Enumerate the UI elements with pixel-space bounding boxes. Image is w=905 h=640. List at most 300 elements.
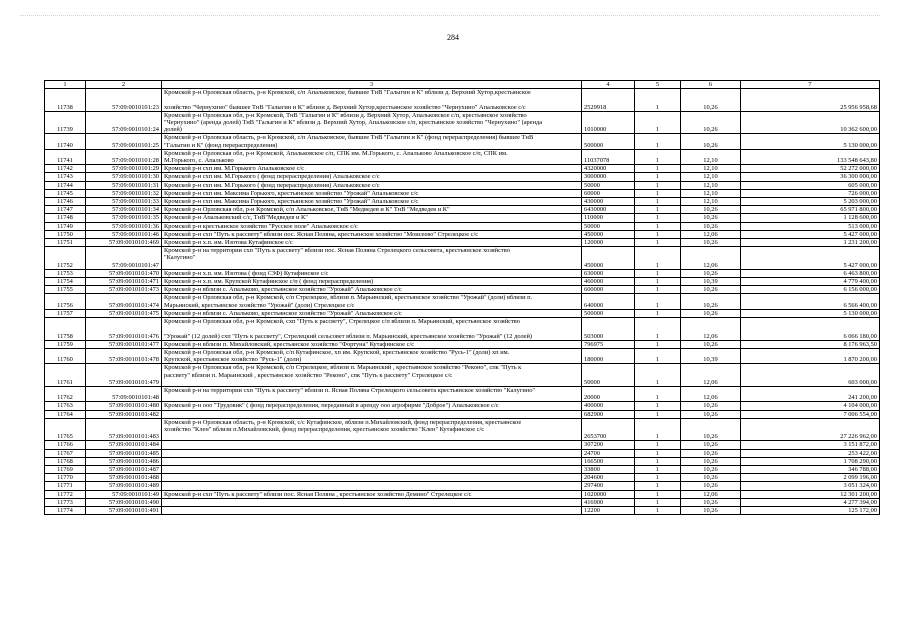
row-number-cell: 11740 bbox=[45, 134, 86, 149]
price-cell: 10,26 bbox=[681, 457, 741, 465]
price-cell: 10,26 bbox=[681, 418, 741, 441]
table-row bbox=[45, 318, 880, 341]
description-cell bbox=[162, 111, 582, 134]
cadastral-number-cell: 57:09:0010101:46 bbox=[86, 230, 162, 238]
sum-cell: 241 200,00 bbox=[741, 386, 880, 401]
sum-cell: 6 066 180,00 bbox=[741, 318, 880, 341]
header-cell: 6 bbox=[681, 81, 741, 89]
description-line: Кромской р-н схп им. М.Горького ( фонд перераспределения) Апальковское с/с bbox=[164, 181, 380, 189]
row-number-cell: 11755 bbox=[45, 286, 86, 294]
area-cell: 11037078 bbox=[582, 149, 635, 164]
sum-cell: 3 151 872,00 bbox=[741, 441, 880, 449]
row-number-cell: 11744 bbox=[45, 181, 86, 189]
count-cell: 1 bbox=[635, 149, 681, 164]
price-cell: 12,06 bbox=[681, 318, 741, 341]
description-cell bbox=[162, 165, 582, 173]
price-cell: 10,26 bbox=[681, 340, 741, 348]
row-number-cell: 11752 bbox=[45, 247, 86, 270]
description-line: "Калугино" bbox=[164, 254, 196, 262]
area-cell: 3000000 bbox=[582, 173, 635, 181]
cadastral-number-cell: 57:09:0010101:473 bbox=[86, 286, 162, 294]
description-line: рассвету" вблизи п. Марьинский , крестьянское хозяйство "Реконо", спк "Путь к рассвету" Стрелецкое с/с bbox=[164, 371, 453, 379]
row-number-cell: 11751 bbox=[45, 239, 86, 247]
description-cell bbox=[162, 465, 582, 473]
price-cell: 12,10 bbox=[681, 173, 741, 181]
description-cell bbox=[162, 457, 582, 465]
cadastral-number-cell: 57:09:0010101:35 bbox=[86, 214, 162, 222]
description-line: Крупской, крестьянское хозяйство "Русь-1" (доли) bbox=[164, 356, 302, 364]
cadastral-number-cell: 57:09:0010101:484 bbox=[86, 441, 162, 449]
count-cell: 1 bbox=[635, 111, 681, 134]
row-number-cell: 11748 bbox=[45, 214, 86, 222]
count-cell: 1 bbox=[635, 239, 681, 247]
table-row bbox=[45, 418, 880, 441]
count-cell: 1 bbox=[635, 181, 681, 189]
table-row bbox=[45, 286, 880, 294]
table-row bbox=[45, 474, 880, 482]
cadastral-number-cell: 57:09:0010101:36 bbox=[86, 222, 162, 230]
description-line bbox=[164, 441, 579, 448]
row-number-cell: 11743 bbox=[45, 173, 86, 181]
area-cell: 682900 bbox=[582, 410, 635, 418]
description-cell bbox=[162, 348, 582, 363]
description-line: Кромской р-н на территории схп "Путь к рассвету" вблизи п. Ясная Поляна Стрелецкого сельсовета крестьянское хозяйство "Калугино" bbox=[164, 386, 536, 394]
table-row bbox=[45, 198, 880, 206]
description-cell bbox=[162, 449, 582, 457]
table-row bbox=[45, 348, 880, 363]
sum-cell: 8 176 963,50 bbox=[741, 340, 880, 348]
description-line bbox=[164, 433, 579, 440]
row-number-cell: 11771 bbox=[45, 482, 86, 490]
description-line: Кромской р-н схп "Путь к рассвету" вблизи пос. Ясная Поляна , крестьянское хозяйство Демино" Стрелецкое с/с bbox=[164, 490, 472, 498]
count-cell: 1 bbox=[635, 482, 681, 490]
description-line bbox=[164, 394, 579, 401]
area-cell: 166500 bbox=[582, 457, 635, 465]
area-cell: 50000 bbox=[582, 181, 635, 189]
cadastral-number-cell: 57:09:0010101:482 bbox=[86, 410, 162, 418]
price-cell: 10,26 bbox=[681, 239, 741, 247]
count-cell: 1 bbox=[635, 214, 681, 222]
count-cell: 1 bbox=[635, 173, 681, 181]
count-cell: 1 bbox=[635, 402, 681, 410]
cadastral-number-cell: 57:09:0010101:49 bbox=[86, 490, 162, 498]
price-cell: 10,26 bbox=[681, 410, 741, 418]
price-cell: 10,26 bbox=[681, 449, 741, 457]
area-cell: 120000 bbox=[582, 239, 635, 247]
row-number-cell: 11746 bbox=[45, 198, 86, 206]
description-cell bbox=[162, 490, 582, 498]
cadastral-number-cell: 57:09:0010101:491 bbox=[86, 506, 162, 514]
description-cell bbox=[162, 222, 582, 230]
price-cell: 10,26 bbox=[681, 89, 741, 112]
price-cell: 10,26 bbox=[681, 441, 741, 449]
description-line: М.Горького, с. Апальково bbox=[164, 157, 234, 165]
table-header-row bbox=[45, 81, 880, 89]
sum-cell: 1 128 600,00 bbox=[741, 214, 880, 222]
row-number-cell: 11753 bbox=[45, 269, 86, 277]
table-row bbox=[45, 449, 880, 457]
area-cell: 1010000 bbox=[582, 111, 635, 134]
description-line: Кромской р-н Апальковский с/с, ТнВ"Медведев и К" bbox=[164, 214, 308, 222]
table-row bbox=[45, 441, 880, 449]
description-line: Кромской р-н Орловская обл, р-н Кромской, с/п Стрелецкое, вблизи п. Марьинский, крестьянское хозяйство "Урожай" (доли) вблизи п. bbox=[164, 294, 533, 302]
area-cell: 503000 bbox=[582, 318, 635, 341]
table-row bbox=[45, 165, 880, 173]
row-number-cell: 11756 bbox=[45, 294, 86, 309]
description-line: "Чернухино" (аренда долей) ТнВ "Галыгин и К" вблизи д. Верхний Хутор, Апальковское с/п, крестьянское хозяйство "Чернухино" (аренда bbox=[164, 119, 543, 127]
sum-cell: 513 000,00 bbox=[741, 222, 880, 230]
sum-cell: 25 956 958,68 bbox=[741, 89, 880, 112]
table-row bbox=[45, 482, 880, 490]
price-cell: 12,10 bbox=[681, 149, 741, 164]
area-cell: 33800 bbox=[582, 465, 635, 473]
description-line bbox=[164, 411, 579, 418]
area-cell: 50000 bbox=[582, 364, 635, 387]
count-cell: 1 bbox=[635, 222, 681, 230]
description-line: "Галыгин и К" (фонд перераспределения) bbox=[164, 141, 278, 149]
cadastral-number-cell: 57:09:0010101:480 bbox=[86, 402, 162, 410]
description-line bbox=[164, 325, 579, 332]
description-line bbox=[164, 474, 579, 481]
sum-cell: 52 272 000,00 bbox=[741, 165, 880, 173]
row-number-cell: 11774 bbox=[45, 506, 86, 514]
sum-cell: 253 422,00 bbox=[741, 449, 880, 457]
sum-cell: 3 051 324,00 bbox=[741, 482, 880, 490]
count-cell: 1 bbox=[635, 286, 681, 294]
cadastral-number-cell: 57:09:0010101:47 bbox=[86, 247, 162, 270]
price-cell: 12,10 bbox=[681, 181, 741, 189]
table-row bbox=[45, 386, 880, 401]
description-line bbox=[164, 379, 579, 386]
description-line: "Урожай" (12 долей) схп "Путь к рассвету", Стрелецкий сельсовет вблизи п. Марьинский, крестьянское хозяйство "Урожай" (12 долей) bbox=[164, 332, 533, 340]
description-cell bbox=[162, 181, 582, 189]
row-number-cell: 11758 bbox=[45, 318, 86, 341]
row-number-cell: 11759 bbox=[45, 340, 86, 348]
sum-cell: 603 000,00 bbox=[741, 364, 880, 387]
description-line: Кромской р-н схп им. М.Горького ( фонд перераспределения) Апальковское с/с bbox=[164, 173, 380, 181]
cadastral-number-cell: 57:09:0010101:29 bbox=[86, 165, 162, 173]
price-cell: 10,26 bbox=[681, 402, 741, 410]
description-line: Кромской р-н ооо "Трудовик" ( фонд перераспределения, переданный в аренду ооо агрофирме "Доброе") Апальковское с/с bbox=[164, 402, 499, 410]
sum-cell: 65 971 800,00 bbox=[741, 206, 880, 214]
price-cell: 10,26 bbox=[681, 206, 741, 214]
area-cell: 1020000 bbox=[582, 490, 635, 498]
description-cell bbox=[162, 498, 582, 506]
table-row bbox=[45, 230, 880, 238]
description-line: Кромской р-н Орловская область, р-н Кромской, с/п Апальковское, бывшее ТнВ "Галыгин и К" (фонд перераспределения) бывшее ТнВ bbox=[164, 134, 534, 142]
description-line: Кромской р-н Орловская обл, р-н Кромской, схп "Путь к рассвету", Стрелецкое с/п вблизи п. Марьинский, крестьянское хозяйство bbox=[164, 318, 520, 326]
cadastral-number-cell: 57:09:0010101:33 bbox=[86, 198, 162, 206]
table-row bbox=[45, 278, 880, 286]
price-cell: 12,06 bbox=[681, 364, 741, 387]
area-cell: 630000 bbox=[582, 269, 635, 277]
description-cell bbox=[162, 294, 582, 309]
description-line: Кромской р-н Орловская обл, р-н Кромской, с/п Кутафинское, хп им. Крупской, крестьянское хозяйство "Русь-1" (доли) хп им. bbox=[164, 348, 510, 356]
sum-cell: 726 000,00 bbox=[741, 189, 880, 197]
sum-cell: 2 099 196,00 bbox=[741, 474, 880, 482]
price-cell: 10,26 bbox=[681, 482, 741, 490]
sum-cell: 4 104 000,00 bbox=[741, 402, 880, 410]
cadastral-number-cell: 57:09:0010101:474 bbox=[86, 294, 162, 309]
row-number-cell: 11749 bbox=[45, 222, 86, 230]
cadastral-number-cell: 57:09:0010101:487 bbox=[86, 465, 162, 473]
description-line bbox=[164, 466, 579, 473]
description-line: Кромской р-н Орловская область, р-н Кромской, с/п Апальковское, бывшее ТнВ "Галыгин и К" вблизи д. Верхний Хутор,крестьянское bbox=[164, 89, 531, 97]
area-cell: 416900 bbox=[582, 498, 635, 506]
description-cell bbox=[162, 318, 582, 341]
row-number-cell: 11768 bbox=[45, 457, 86, 465]
area-cell: 796975 bbox=[582, 340, 635, 348]
price-cell: 10,39 bbox=[681, 348, 741, 363]
cadastral-number-cell: 57:09:0010101:483 bbox=[86, 418, 162, 441]
area-cell: 6430000 bbox=[582, 206, 635, 214]
row-number-cell: 11747 bbox=[45, 206, 86, 214]
table-row bbox=[45, 214, 880, 222]
price-cell: 10,26 bbox=[681, 506, 741, 514]
table-row bbox=[45, 506, 880, 514]
description-line: Кромской р-н схп им. Максима Горького, крестьянское хозяйство "Урожай" Апальковское с/с bbox=[164, 189, 419, 197]
description-line: Кромской р-н схп им. М.Горького Апальковское с/с bbox=[164, 165, 305, 173]
count-cell: 1 bbox=[635, 206, 681, 214]
description-line: Марьинский, крестьянское хозяйство "Урожай" (доли) Стрелецкое с/с bbox=[164, 301, 355, 309]
table-row bbox=[45, 173, 880, 181]
cadastral-number-cell: 57:09:0010101:489 bbox=[86, 482, 162, 490]
description-cell bbox=[162, 149, 582, 164]
row-number-cell: 11765 bbox=[45, 418, 86, 441]
area-cell: 600000 bbox=[582, 286, 635, 294]
row-number-cell: 11772 bbox=[45, 490, 86, 498]
description-cell bbox=[162, 364, 582, 387]
cadastral-number-cell: 57:09:0010101:475 bbox=[86, 309, 162, 317]
description-line bbox=[164, 458, 579, 465]
description-line: Кромской р-н вблизи п. Михайловский, крестьянское хозяйство "Фортуна" Кутафинское с/с bbox=[164, 340, 415, 348]
count-cell: 1 bbox=[635, 498, 681, 506]
cadastral-number-cell: 57:09:0010101:30 bbox=[86, 173, 162, 181]
table-row bbox=[45, 340, 880, 348]
price-cell: 10,26 bbox=[681, 111, 741, 134]
price-cell: 10,26 bbox=[681, 214, 741, 222]
description-line bbox=[164, 482, 579, 489]
row-number-cell: 11757 bbox=[45, 309, 86, 317]
area-cell: 2529918 bbox=[582, 89, 635, 112]
description-line: хозяйство "Чернухино" бывшее ТнВ "Галыгин и К" вблизи д. Верхний Хутор,крестьянское хозяйство "Чернухино" Апальковское с/с bbox=[164, 103, 526, 111]
count-cell: 1 bbox=[635, 474, 681, 482]
description-line: Кромской р-н на территории схп "Путь к рассвету" вблизи пос. Ясная Поляна Стрелецкого сельсовета, крестьянское хозяйство bbox=[164, 247, 510, 255]
description-cell bbox=[162, 482, 582, 490]
cadastral-number-cell: 57:09:0010101:485 bbox=[86, 449, 162, 457]
cadastral-number-cell: 57:09:0010101:34 bbox=[86, 206, 162, 214]
count-cell: 1 bbox=[635, 89, 681, 112]
land-registry-table bbox=[44, 80, 880, 515]
description-line: Кромской р-н Орловская обл, р-н Кромской, ТнВ "Галыгин и К" вблизи д. Верхний Хутор, Апальковское с/п, крестьянское хозяйство bbox=[164, 111, 527, 119]
count-cell: 1 bbox=[635, 410, 681, 418]
row-number-cell: 11767 bbox=[45, 449, 86, 457]
row-number-cell: 11763 bbox=[45, 402, 86, 410]
description-cell bbox=[162, 474, 582, 482]
area-cell: 12200 bbox=[582, 506, 635, 514]
description-line bbox=[164, 262, 579, 269]
scan-noise-line bbox=[20, 15, 880, 18]
price-cell: 10,26 bbox=[681, 465, 741, 473]
row-number-cell: 11773 bbox=[45, 498, 86, 506]
cadastral-number-cell: 57:09:0010101:471 bbox=[86, 278, 162, 286]
cadastral-number-cell: 57:09:0010101:470 bbox=[86, 269, 162, 277]
description-line: Кромской р-н х.п. им. Крупской Кутафинское с/п ( фонд перераспределения) bbox=[164, 278, 374, 286]
sum-cell: 6 156 000,00 bbox=[741, 286, 880, 294]
description-line: хозяйство "Клен" вблизи п.Михайловский, фонд перераспределения, крестьянское хозяйство "Клен" Кутафинское с/с bbox=[164, 425, 485, 433]
row-number-cell: 11760 bbox=[45, 348, 86, 363]
description-line bbox=[164, 450, 579, 457]
count-cell: 1 bbox=[635, 198, 681, 206]
count-cell: 1 bbox=[635, 364, 681, 387]
row-number-cell: 11766 bbox=[45, 441, 86, 449]
description-cell bbox=[162, 278, 582, 286]
row-number-cell: 11762 bbox=[45, 386, 86, 401]
table-row bbox=[45, 181, 880, 189]
table-row bbox=[45, 465, 880, 473]
header-cell: 4 bbox=[582, 81, 635, 89]
area-cell: 500000 bbox=[582, 134, 635, 149]
price-cell: 12,06 bbox=[681, 247, 741, 270]
count-cell: 1 bbox=[635, 418, 681, 441]
cadastral-number-cell: 57:09:0010101:48 bbox=[86, 386, 162, 401]
description-line: Кромской р-н схп "Путь к рассвету" вблизи пос. Ясная Поляна, крестьянское хозяйство "Моисеево" Стрелецкое с/с bbox=[164, 230, 479, 238]
area-cell: 60000 bbox=[582, 189, 635, 197]
cadastral-number-cell: 57:09:0010101:469 bbox=[86, 239, 162, 247]
area-cell: 640000 bbox=[582, 294, 635, 309]
count-cell: 1 bbox=[635, 134, 681, 149]
header-cell: 2 bbox=[86, 81, 162, 89]
table-row bbox=[45, 498, 880, 506]
description-line bbox=[164, 499, 579, 506]
area-cell: 20000 bbox=[582, 386, 635, 401]
sum-cell: 346 788,00 bbox=[741, 465, 880, 473]
description-line: Кромской р-н Орловская обл, р-н Кромской, с/п Стрелецкое, вблизи п. Марьинский , крестьянское хозяйство "Реконо", спк "Путь к bbox=[164, 364, 522, 372]
price-cell: 10,26 bbox=[681, 294, 741, 309]
count-cell: 1 bbox=[635, 340, 681, 348]
description-cell bbox=[162, 230, 582, 238]
area-cell: 500000 bbox=[582, 309, 635, 317]
table-row bbox=[45, 239, 880, 247]
row-number-cell: 11741 bbox=[45, 149, 86, 164]
sum-cell: 4 277 394,00 bbox=[741, 498, 880, 506]
description-line: Кромской р-н Орловская обл, р-н Кромской, Апальковское с/п, СПК им. М.Горького, с. Апальково Апальковское с/п, СПК им. bbox=[164, 149, 508, 157]
description-cell bbox=[162, 402, 582, 410]
cadastral-number-cell: 57:09:0010101:24 bbox=[86, 111, 162, 134]
count-cell: 1 bbox=[635, 247, 681, 270]
cadastral-number-cell: 57:09:0010101:477 bbox=[86, 340, 162, 348]
description-cell bbox=[162, 134, 582, 149]
description-line: Кромской р-н х.п. им. Изотова ( фонд СЗФ) Кутафинское с/с bbox=[164, 269, 329, 277]
price-cell: 10,26 bbox=[681, 474, 741, 482]
price-cell: 10,39 bbox=[681, 278, 741, 286]
sum-cell: 12 301 200,00 bbox=[741, 490, 880, 498]
description-cell bbox=[162, 340, 582, 348]
sum-cell: 6 463 800,00 bbox=[741, 269, 880, 277]
area-cell: 460000 bbox=[582, 278, 635, 286]
area-cell: 430000 bbox=[582, 198, 635, 206]
row-number-cell: 11761 bbox=[45, 364, 86, 387]
sum-cell: 6 566 400,00 bbox=[741, 294, 880, 309]
price-cell: 10,26 bbox=[681, 309, 741, 317]
sum-cell: 125 172,00 bbox=[741, 506, 880, 514]
area-cell: 307200 bbox=[582, 441, 635, 449]
sum-cell: 133 548 643,80 bbox=[741, 149, 880, 164]
sum-cell: 5 203 000,00 bbox=[741, 198, 880, 206]
description-line: Кромской р-н Орловская область, р-н Кромской, с/с Кутафинское, вблизи п.Михайловский, фонд перераспределения, крестьянское bbox=[164, 418, 522, 426]
description-line: Кромской р-н вблизи с. Апальково, крестьянское хозяйство "Урожай" Апальковское с/с bbox=[164, 309, 402, 317]
description-line: Кромской р-н вблизи с. Апальково, крестьянское хозяйство "Урожай" Апальковское с/с bbox=[164, 286, 402, 294]
area-cell: 180000 bbox=[582, 348, 635, 363]
count-cell: 1 bbox=[635, 269, 681, 277]
count-cell: 1 bbox=[635, 278, 681, 286]
row-number-cell: 11738 bbox=[45, 89, 86, 112]
price-cell: 12,10 bbox=[681, 189, 741, 197]
table-row bbox=[45, 364, 880, 387]
area-cell: 204600 bbox=[582, 474, 635, 482]
description-cell bbox=[162, 418, 582, 441]
description-cell bbox=[162, 198, 582, 206]
count-cell: 1 bbox=[635, 506, 681, 514]
table-row bbox=[45, 222, 880, 230]
price-cell: 12,10 bbox=[681, 198, 741, 206]
header-cell: 1 bbox=[45, 81, 86, 89]
price-cell: 12,06 bbox=[681, 490, 741, 498]
description-line bbox=[164, 507, 579, 514]
area-cell: 297400 bbox=[582, 482, 635, 490]
area-cell: 400000 bbox=[582, 402, 635, 410]
cadastral-number-cell: 57:09:0010101:23 bbox=[86, 89, 162, 112]
count-cell: 1 bbox=[635, 457, 681, 465]
sum-cell: 5 130 000,00 bbox=[741, 309, 880, 317]
table-row bbox=[45, 206, 880, 214]
sum-cell: 27 226 962,00 bbox=[741, 418, 880, 441]
cadastral-number-cell: 57:09:0010101:25 bbox=[86, 134, 162, 149]
table-row bbox=[45, 89, 880, 112]
table-row bbox=[45, 189, 880, 197]
cadastral-number-cell: 57:09:0010101:476 bbox=[86, 318, 162, 341]
price-cell: 10,26 bbox=[681, 134, 741, 149]
sum-cell: 5 427 000,00 bbox=[741, 247, 880, 270]
count-cell: 1 bbox=[635, 465, 681, 473]
sum-cell: 7 006 554,00 bbox=[741, 410, 880, 418]
row-number-cell: 11742 bbox=[45, 165, 86, 173]
table-row bbox=[45, 410, 880, 418]
sum-cell: 1 708 290,00 bbox=[741, 457, 880, 465]
sum-cell: 1 870 200,00 bbox=[741, 348, 880, 363]
table-row bbox=[45, 247, 880, 270]
area-cell: 50000 bbox=[582, 222, 635, 230]
description-cell bbox=[162, 206, 582, 214]
area-cell: 110000 bbox=[582, 214, 635, 222]
table-row bbox=[45, 294, 880, 309]
table-row bbox=[45, 309, 880, 317]
description-cell bbox=[162, 286, 582, 294]
count-cell: 1 bbox=[635, 348, 681, 363]
cadastral-number-cell: 57:09:0010101:490 bbox=[86, 498, 162, 506]
table-row bbox=[45, 402, 880, 410]
description-cell bbox=[162, 506, 582, 514]
description-cell bbox=[162, 89, 582, 112]
description-line: Кромской р-н Орловская обл, р-н Кромской, с/п Апальковское, ТнВ "Медведев и К" ТнВ "Медведев и К" bbox=[164, 206, 450, 214]
count-cell: 1 bbox=[635, 309, 681, 317]
cadastral-number-cell: 57:09:0010101:478 bbox=[86, 348, 162, 363]
count-cell: 1 bbox=[635, 294, 681, 309]
cadastral-number-cell: 57:09:0010101:28 bbox=[86, 149, 162, 164]
row-number-cell: 11764 bbox=[45, 410, 86, 418]
price-cell: 10,26 bbox=[681, 269, 741, 277]
cadastral-number-cell: 57:09:0010101:486 bbox=[86, 457, 162, 465]
